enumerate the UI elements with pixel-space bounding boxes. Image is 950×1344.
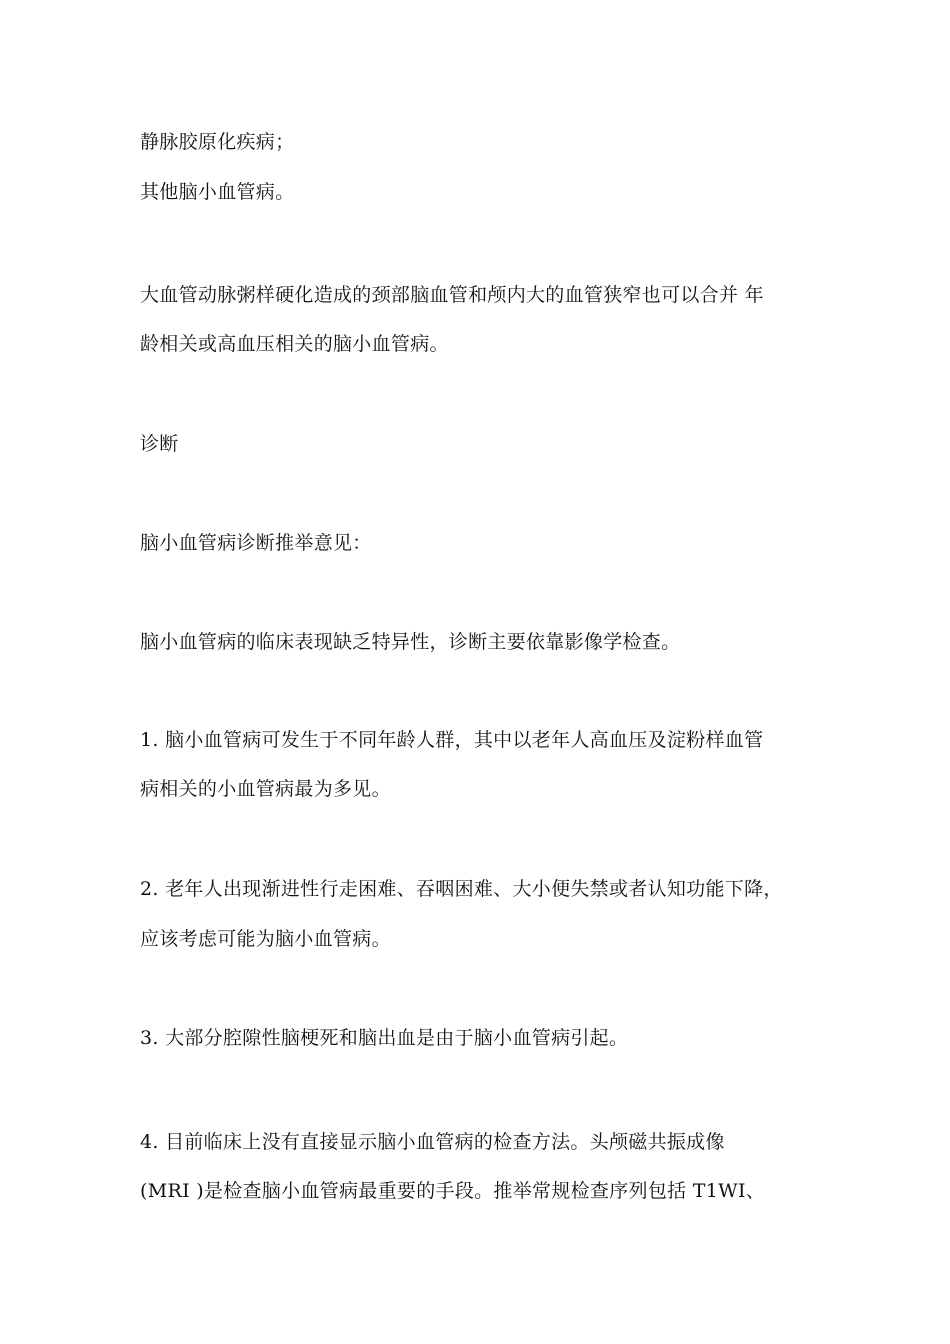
section-heading: 诊断 [140,433,179,455]
text-line: 其他脑小血管病。 [140,181,295,203]
text-line: 静脉胶原化疾病； [140,131,295,153]
list-item-line: 4. 目前临床上没有直接显示脑小血管病的检查方法。头颅磁共振成像 [140,1131,725,1153]
list-item-line: 2. 老年人出现渐进性行走困难、吞咽困难、大小便失禁或者认知功能下降， [140,878,783,900]
text-line: 大血管动脉粥样硬化造成的颈部脑血管和颅内大的血管狭窄也可以合并 年 [140,284,764,306]
list-item-line: 3. 大部分腔隙性脑梗死和脑出血是由于脑小血管病引起。 [140,1027,629,1049]
list-item-line: 应该考虑可能为脑小血管病。 [140,928,391,950]
text-line: 脑小血管病诊断推举意见： [140,532,372,554]
list-item-line: 1. 脑小血管病可发生于不同年龄人群，其中以老年人高血压及淀粉样血管 [140,729,764,751]
text-line: 龄相关或高血压相关的脑小血管病。 [140,333,449,355]
text-line: 脑小血管病的临床表现缺乏特异性，诊断主要依靠影像学检查。 [140,631,681,653]
list-item-line: 病相关的小血管病最为多见。 [140,778,391,800]
list-item-line: (MRI )是检查脑小血管病最重要的手段。推举常规检查序列包括 T1WI、 [140,1180,766,1202]
